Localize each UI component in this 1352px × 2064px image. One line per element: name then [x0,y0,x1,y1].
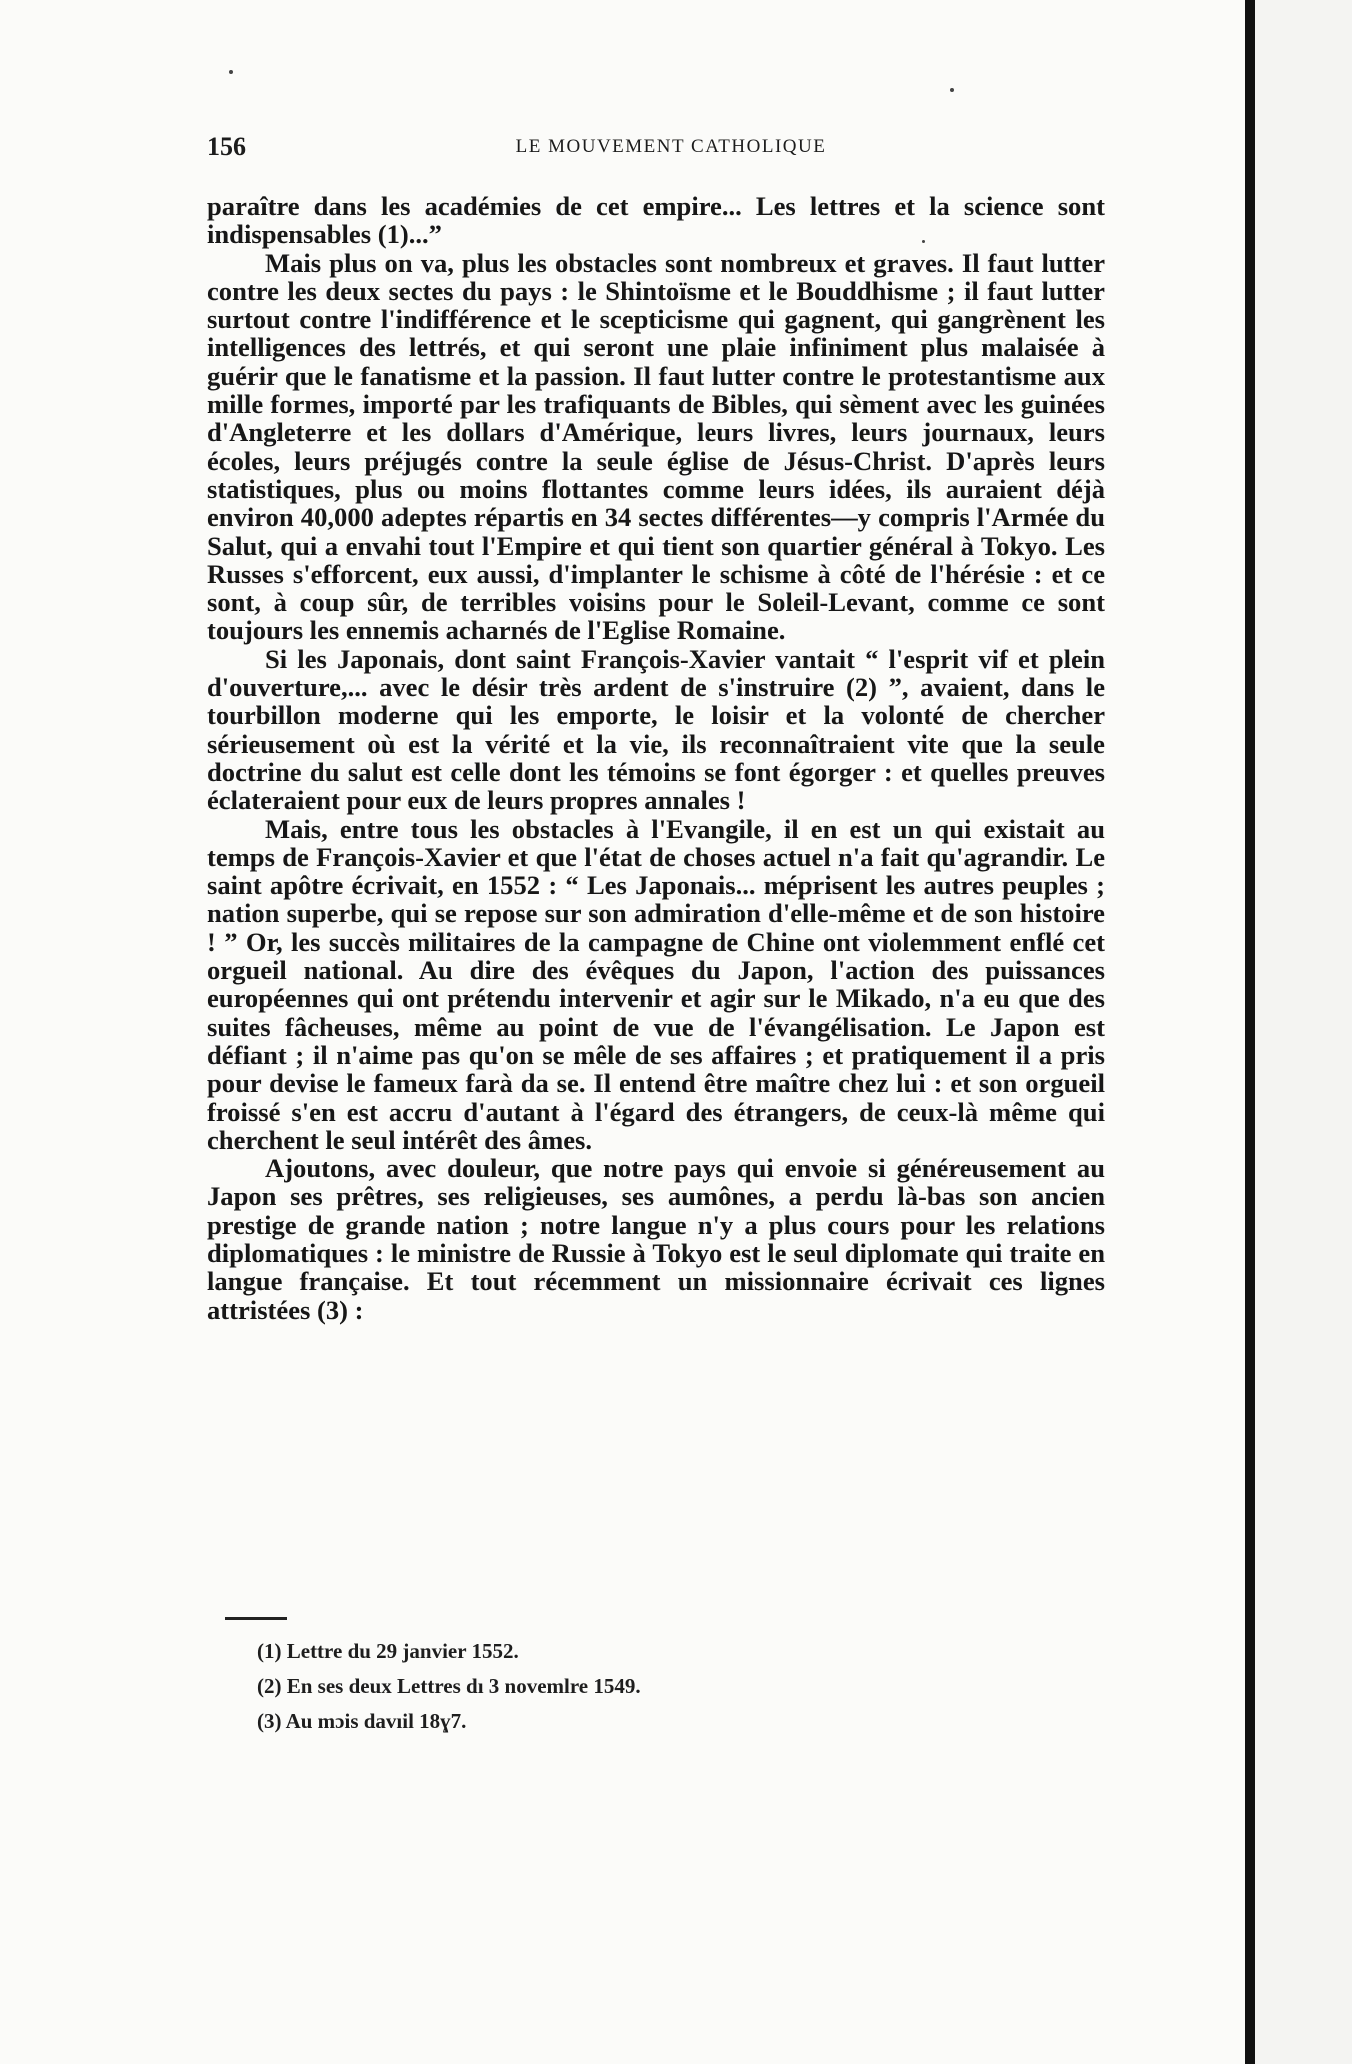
dust-speck [922,240,925,243]
footnote: (3) Au mɔis dаvıil 18ɣ7. [257,1709,467,1733]
body-text [207,192,1105,1324]
dust-speck [229,70,233,74]
paragraph: paraître dans les académies de cet empire... Les lettres et la science sont indispensables (1)...” [207,191,1105,250]
page-number: 156 [207,132,246,161]
paragraph: Si les Japonais, dont saint François-Xavier vantait “ l'esprit vif et plein d'ouverture,... avec le désir très ardent de s'instruire (2) ”, avaient, dans le tourbillon moderne qui les emporte, le loisir et la volonté de chercher sérieusement où est la vérité et la vie, ils reconnaîtraient vite que la seule doctrine du salut est celle dont les témoins se font égorger : et quelles preuves éclateraient pour eux de leurs propres annales ! [207,643,1105,816]
facing-page-edge [1255,0,1352,2064]
footnote: (1) Lettre du 29 janvier 1552. [257,1639,519,1663]
paragraph: Mais plus on va, plus les obstacles sont nombreux et graves. Il faut lutter contre les deux sectes du pays : le Shintoïsme et le Bouddhisme ; il faut lutter surtout contre l'indifférence et le scepticisme qui gagnent, qui gangrènent les intelligences des lettrés, et qui seront une plaie infiniment plus malaisée à guérir que le fanatisme et la passion. Il faut lutter contre le protestantisme aux mille formes, importé par les trafiquants de Bibles, qui sèment avec les guinées d'Angleterre et les dollars d'Amérique, leurs livres, leurs journaux, leurs écoles, leurs préjugés contre la seule église de Jésus-Christ. D'après leurs statistiques, plus ou moins flottantes comme leurs idées, ils auraient déjà environ 40,000 adeptes répartis en 34 sectes différentes—y compris l'Armée du Salut, qui a envahi tout l'Empire et qui tient son quartier général à Tokyo. Les Russes s'efforcent, eux aussi, d'implanter le schisme à côté de l'hérésie : et ce sont, à coup sûr, de terribles voisins pour le Soleil-Levant, comme ce sont toujours les ennemis acharnés de l'Eglise Romaine. [207,247,1105,646]
page-gutter [1245,0,1255,2064]
paragraph: Mais, entre tous les obstacles à l'Evangile, il en est un qui existait au temps de François-Xavier et que l'état de choses actuel n'a fait qu'agrandir. Le saint apôtre écrivait, en 1552 : “ Les Japonais... méprisent les autres peuples ; nation superbe, qui se repose sur son admiration d'elle-même et de son histoire ! ” Or, les succès militaires de la campagne de Chine ont violemment enflé cet orgueil national. Au dire des évêques du Japon, l'action des puissances européennes qui ont prétendu intervenir et agir sur le Mikado, n'a eu que des suites fâcheuses, même au point de vue de l'évangélisation. Le Japon est défiant ; il n'aime pas qu'on se mêle de ses affaires ; et pratiquement il a pris pour devise le fameux farà da se. Il entend être maître chez lui : et son orgueil froissé s'en est accru d'autant à l'égard des étrangers, de ceux-là même qui cherchent le seul intérêt des âmes. [207,813,1105,1155]
footnote: (2) En ses deux Lettres dı 3 novemlre 1549. [257,1674,641,1698]
footnote-divider [225,1617,287,1620]
footnotes [257,1634,857,1739]
dust-speck [950,88,954,92]
paragraph: Ajoutons, avec douleur, que notre pays qui envoie si généreusement au Japon ses prêtres, ses religieuses, ses aumônes, a perdu là-bas son ancien prestige de grande nation ; notre langue n'y a plus cours pour les relations diplomatiques : le ministre de Russie à Tokyo est le seul diplomate qui traite en langue française. Et tout récemment un missionnaire écrivait ces lignes attristées (3) : [207,1153,1105,1325]
page-header [207,132,1105,162]
running-title: LE MOUVEMENT CATHOLIQUE [515,136,827,157]
